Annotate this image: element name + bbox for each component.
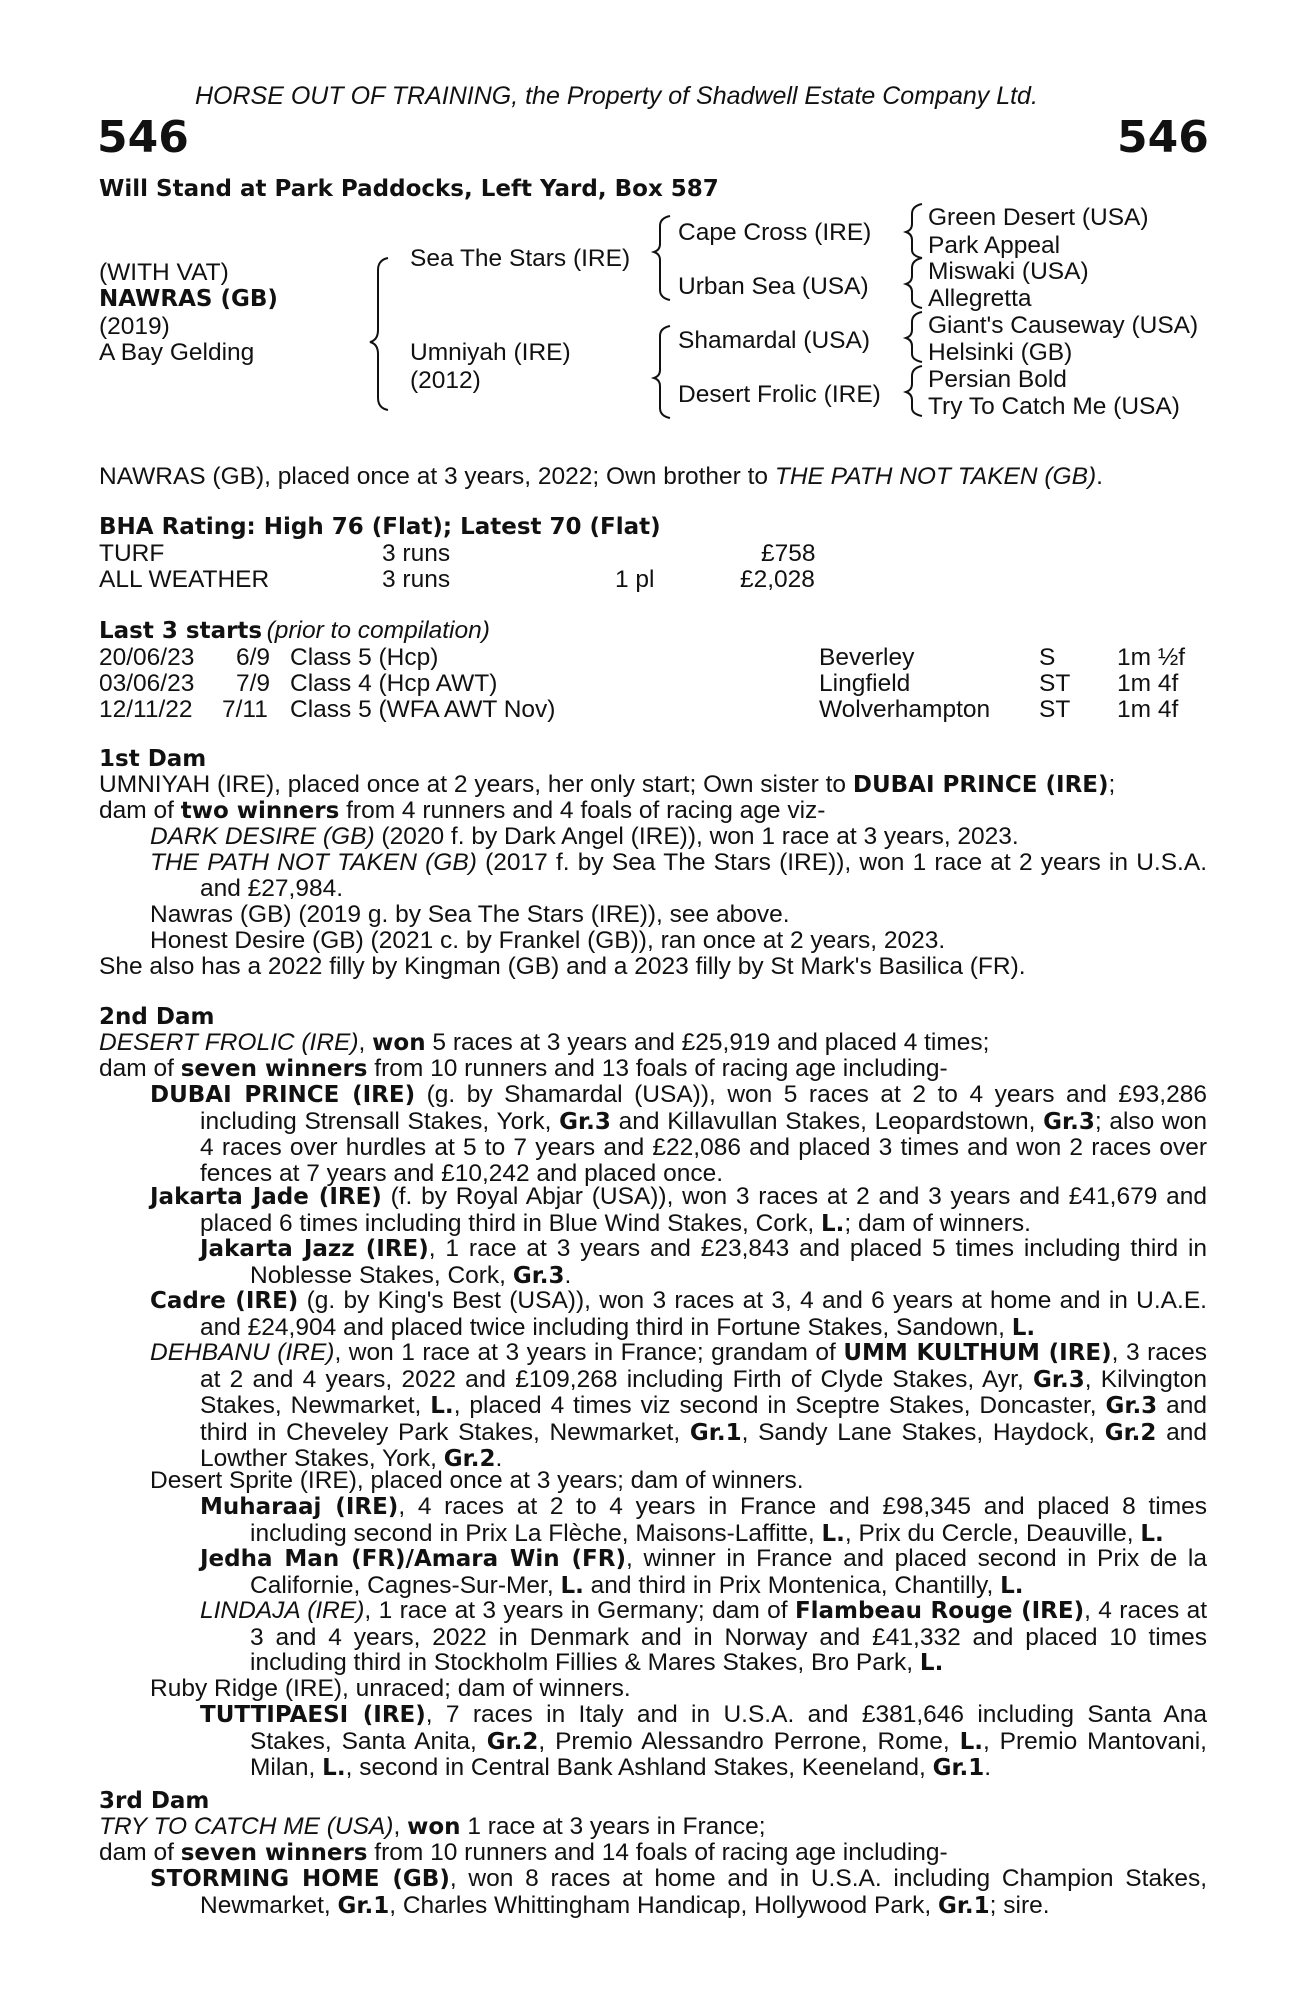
- progeny-entry: Ruby Ridge (IRE), unraced; dam of winners.: [150, 1675, 631, 1702]
- rating-row: TURF 3 runs £758: [99, 540, 816, 567]
- progeny-entry: Jakarta Jade (IRE) (f. by Royal Abjar (USA)), won 3 races at 2 and 3 years and £41,679 and placed 6 times including third in Blue Wind Stakes, Cork, L.; dam of winners.: [150, 1183, 1207, 1237]
- progeny-entry: TUTTIPAESI (IRE), 7 races in Italy and in U.S.A. and £381,646 including Santa Ana Stakes, Santa Anita, Gr.2, Premio Alessandro Perrone, Rome, L., Premio Mantovani, Milan, L., second in Central Bank Ashland Stakes, Keeneland, Gr.1.: [200, 1701, 1208, 1782]
- lot-number-left: 546: [97, 112, 189, 163]
- pedigree-sire-dam: Urban Sea (USA): [678, 273, 869, 300]
- rating-row: ALL WEATHER 3 runs 1 pl £2,028: [99, 566, 815, 593]
- pedigree-ssd: Park Appeal: [928, 232, 1061, 259]
- pedigree-sire-sire: Cape Cross (IRE): [678, 219, 872, 246]
- progeny-entry: Muharaaj (IRE), 4 races at 2 to 4 years in France and £98,345 and placed 8 times including second in Prix La Flèche, Maisons-Laffitte, L., Prix du Cercle, Deauville, L.: [200, 1493, 1208, 1547]
- third-dam-line2: dam of seven winners from 10 runners and 14 foals of racing age including-: [99, 1839, 948, 1866]
- second-dam-heading: 2nd Dam: [99, 1004, 215, 1030]
- sale-header-title: HORSE OUT OF TRAINING, the Property of Shadwell Estate Company Ltd.: [195, 82, 1038, 110]
- start-row: 03/06/23 7/9 Class 4 (Hcp AWT) Lingfield ST 1m 4f: [99, 670, 1179, 697]
- progeny-entry: DUBAI PRINCE (IRE) (g. by Shamardal (USA)), won 5 races at 2 to 4 years and £93,286 including Strensall Stakes, York, Gr.3 and Killavullan Stakes, Leopardstown, Gr.3; also won 4 races over hurdles at 5 to 7 years and £22,086 and placed 3 times and won 2 races over fences at 7 years and £10,242 and placed once.: [150, 1081, 1207, 1187]
- first-dam-heading: 1st Dam: [99, 746, 207, 772]
- third-dam-line1: TRY TO CATCH ME (USA), won 1 race at 3 years in France;: [99, 1813, 766, 1840]
- pedigree-dam-sire: Shamardal (USA): [678, 327, 870, 354]
- progeny-entry: Honest Desire (GB) (2021 c. by Frankel (GB)), ran once at 2 years, 2023.: [150, 927, 946, 954]
- bha-rating-heading: BHA Rating: High 76 (Flat); Latest 70 (Flat): [99, 514, 661, 540]
- horse-description: A Bay Gelding: [99, 339, 255, 366]
- start-row: 12/11/22 7/11 Class 5 (WFA AWT Nov) Wolverhampton ST 1m 4f: [99, 696, 1179, 723]
- progeny-entry: Nawras (GB) (2019 g. by Sea The Stars (IRE)), see above.: [150, 901, 790, 928]
- first-dam-line2: dam of two winners from 4 runners and 4 foals of racing age viz-: [99, 797, 826, 824]
- progeny-entry: Jedha Man (FR)/Amara Win (FR), winner in France and placed second in Prix de la Californie, Cagnes-Sur-Mer, L. and third in Prix Montenica, Chantilly, L.: [200, 1545, 1207, 1599]
- pedigree-sss: Green Desert (USA): [928, 204, 1149, 231]
- lot-number-right: 546: [1117, 112, 1209, 163]
- pedigree-dsd: Helsinki (GB): [928, 339, 1073, 366]
- pedigree-dam: Umniyah (IRE): [410, 339, 571, 366]
- progeny-entry: STORMING HOME (GB), won 8 races at home and in U.S.A. including Champion Stakes, Newmarket, Gr.1, Charles Whittingham Handicap, Hollywood Park, Gr.1; sire.: [150, 1865, 1208, 1919]
- progeny-entry: Jakarta Jazz (IRE), 1 race at 3 years and £23,843 and placed 5 times including third in Noblesse Stakes, Cork, Gr.3.: [200, 1235, 1208, 1289]
- pedigree-dam-dam: Desert Frolic (IRE): [678, 381, 881, 408]
- second-dam-line1: DESERT FROLIC (IRE), won 5 races at 3 years and £25,919 and placed 4 times;: [99, 1029, 990, 1056]
- first-dam-note: She also has a 2022 filly by Kingman (GB) and a 2023 filly by St Mark's Basilica (FR).: [99, 953, 1026, 980]
- pedigree-dds: Persian Bold: [928, 366, 1067, 393]
- last-starts-heading: Last 3 starts (prior to compilation): [99, 617, 490, 644]
- progeny-entry: LINDAJA (IRE), 1 race at 3 years in Germany; dam of Flambeau Rouge (IRE), 4 races at 3 and 4 years, 2022 in Denmark and in Norway and £41,332 and placed 10 times including third in Stockholm Fillies & Mares Stakes, Bro Park, L.: [200, 1597, 1207, 1677]
- pedigree-sdd: Allegretta: [928, 285, 1032, 312]
- third-dam-heading: 3rd Dam: [99, 1788, 210, 1814]
- progeny-entry: DEHBANU (IRE), won 1 race at 3 years in France; grandam of UMM KULTHUM (IRE), 3 races at 2 and 4 years, 2022 and £109,268 including Firth of Clyde Stakes, Ayr, Gr.3, Kilvington Stakes, Newmarket, L., placed 4 times viz second in Sceptre Stakes, Doncaster, Gr.3 and third in Cheveley Park Stakes, Newmarket, Gr.1, Sandy Lane Stakes, Haydock, Gr.2 and Lowther Stakes, York, Gr.2.: [150, 1339, 1208, 1473]
- stand-location: Will Stand at Park Paddocks, Left Yard, Box 587: [99, 176, 719, 202]
- progeny-entry: DARK DESIRE (GB) (2020 f. by Dark Angel (IRE)), won 1 race at 3 years, 2023.: [150, 823, 1019, 850]
- pedigree-sds: Miswaki (USA): [928, 258, 1089, 285]
- pedigree-dam-year: (2012): [410, 367, 481, 394]
- progeny-entry: Desert Sprite (IRE), placed once at 3 years; dam of winners.: [150, 1467, 804, 1494]
- horse-name: NAWRAS (GB): [99, 286, 278, 312]
- progeny-entry: Cadre (IRE) (g. by King's Best (USA)), won 3 races at 3, 4 and 6 years at home and in U.A.E. and £24,904 and placed twice including third in Fortune Stakes, Sandown, L.: [150, 1287, 1207, 1341]
- pedigree-ddd: Try To Catch Me (USA): [928, 393, 1180, 420]
- first-dam-line1: UMNIYAH (IRE), placed once at 2 years, her only start; Own sister to DUBAI PRINCE (IRE);: [99, 771, 1116, 798]
- start-row: 20/06/23 6/9 Class 5 (Hcp) Beverley S 1m ½f: [99, 644, 1186, 671]
- pedigree-sire: Sea The Stars (IRE): [410, 245, 631, 272]
- progeny-entry: THE PATH NOT TAKEN (GB) (2017 f. by Sea The Stars (IRE)), won 1 race at 2 years in U.S.A. and £27,984.: [150, 849, 1207, 902]
- horse-year: (2019): [99, 313, 170, 340]
- vat-note: (WITH VAT): [99, 259, 229, 286]
- second-dam-line2: dam of seven winners from 10 runners and 13 foals of racing age including-: [99, 1055, 948, 1082]
- pedigree-dss: Giant's Causeway (USA): [928, 312, 1199, 339]
- horse-summary: NAWRAS (GB), placed once at 3 years, 2022; Own brother to THE PATH NOT TAKEN (GB).: [99, 463, 1103, 490]
